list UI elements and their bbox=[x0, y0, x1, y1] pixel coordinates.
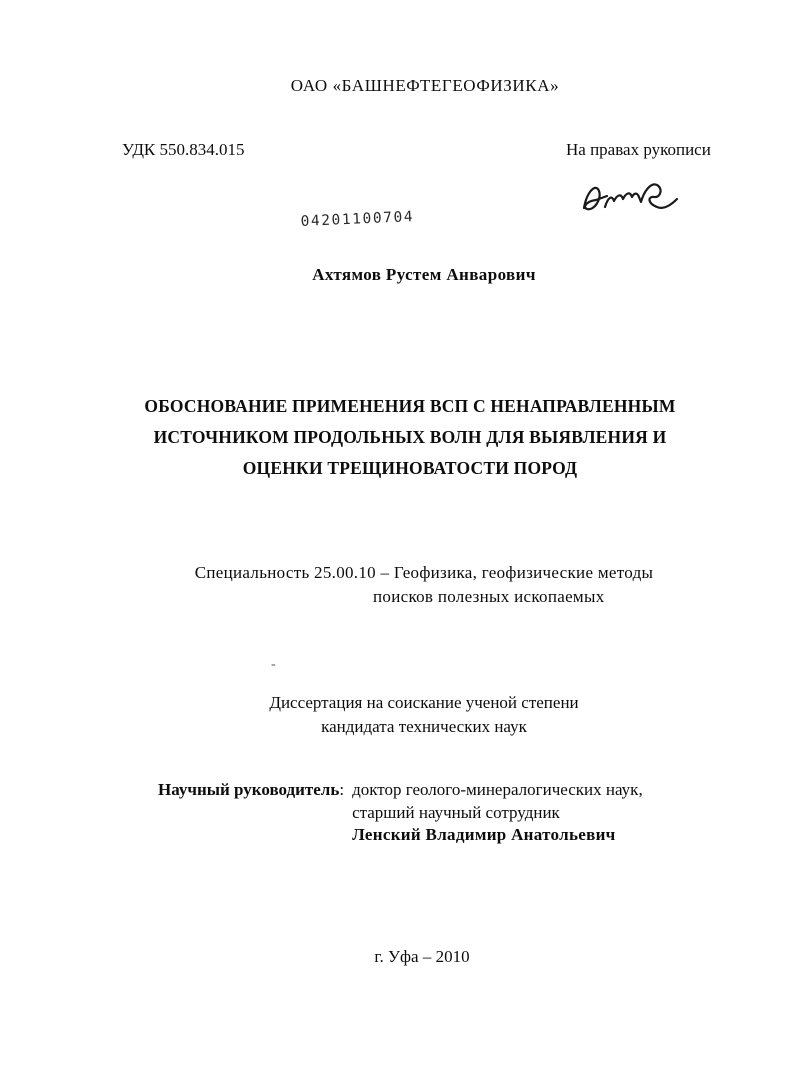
supervisor-label-wrap bbox=[158, 779, 344, 802]
handwritten-signature bbox=[574, 174, 686, 220]
supervisor-label: Научный руководитель bbox=[158, 780, 340, 799]
degree-statement bbox=[27, 691, 794, 738]
supervisor-name: Ленский Владимир Анатольевич bbox=[352, 825, 616, 844]
dissertation-title bbox=[13, 391, 794, 484]
supervisor-degree: доктор геолого-минералогических наук, bbox=[352, 780, 643, 799]
title-line-2: ИСТОЧНИКОМ ПРОДОЛЬНЫХ ВОЛН ДЛЯ ВЫЯВЛЕНИЯ И bbox=[153, 427, 667, 447]
udk-code: УДК 550.834.015 bbox=[122, 140, 245, 159]
scan-stray-mark: - bbox=[271, 657, 276, 672]
degree-statement-line-2: кандидата технических наук bbox=[321, 716, 527, 736]
city-and-year: г. Уфа – 2010 bbox=[374, 947, 470, 966]
author-name: Ахтямов Рустем Анварович bbox=[312, 265, 536, 284]
specialty-line-2: поисков полезных ископаемых bbox=[373, 587, 605, 606]
specialty-line-1: Специальность 25.00.10 – Геофизика, геофизические методы bbox=[194, 563, 654, 582]
title-line-3: ОЦЕНКИ ТРЕЩИНОВАТОСТИ ПОРОД bbox=[242, 458, 578, 478]
manuscript-rights-note: На правах рукописи bbox=[566, 140, 711, 159]
degree-statement-line-1: Диссертация на соискание ученой степени bbox=[269, 693, 579, 712]
organization-name: ОАО «БАШНЕФТЕГЕОФИЗИКА» bbox=[290, 76, 560, 95]
inventory-stamp-number: 04201100704 bbox=[300, 209, 415, 230]
supervisor-block bbox=[158, 779, 643, 847]
title-line-1: ОБОСНОВАНИЕ ПРИМЕНЕНИЯ ВСП С НЕНАПРАВЛЕННЫМ bbox=[144, 396, 676, 416]
supervisor-label-colon: : bbox=[339, 780, 345, 799]
supervisor-position: старший научный сотрудник bbox=[352, 802, 560, 822]
supervisor-details bbox=[352, 779, 643, 847]
